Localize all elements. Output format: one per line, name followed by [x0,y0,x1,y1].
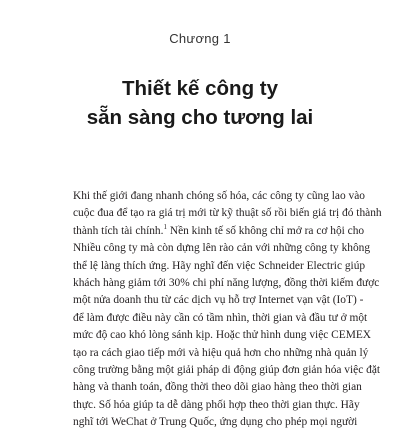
chapter-title [0,74,400,132]
paragraph-line: thực. Số hóa giúp ta dễ dàng phối hợp theo thời gian thực. Hãy [73,398,360,411]
paragraph-line: tạo ra cách giao tiếp mới và hiệu quả hơn cho những nhà quản lý [73,346,369,359]
paragraph-line: công trường bằng một giải pháp di động giúp đơn giản hóa việc đặt [73,363,381,376]
paragraph-line: cuộc đua để tạo ra giá trị mới từ kỹ thuật số rồi biến giá trị đó thành [73,207,382,220]
footnote-marker[interactable]: 1 [163,222,167,231]
paragraph-line: mức độ cao khó lòng sánh kịp. Hoặc thử hình dung việc CEMEX [73,329,372,342]
paragraph-line: Nhiều công ty mà còn dựng lên rào cản với những công ty không [73,242,371,255]
paragraph-line: thể lệ làng thích ứng. Hãy nghĩ đến việc Schneider Electric giúp [73,259,366,272]
chapter-label: Chương 1 [169,31,231,46]
paragraph-line-text: thành tích tài chính. [73,224,164,237]
paragraph-line: khách hàng giảm tới 30% chi phí năng lượng, đồng thời kiếm được [73,276,380,289]
paragraph-line [73,222,365,240]
paragraph-line: nghĩ tới WeChat ở Trung Quốc, ứng dụng cho phép mọi người [73,416,358,429]
body-paragraph [73,188,382,431]
paragraph-line-continuation: Nền kinh tế số không chỉ mở ra cơ hội cho [169,224,365,237]
paragraph-line: một nửa doanh thu từ các dịch vụ hỗ trợ Internet vạn vật (IoT) - [73,294,364,307]
chapter-title-line-1: Thiết kế công ty [121,77,279,100]
chapter-title-line-2: sẵn sàng cho tương lai [86,106,314,129]
paragraph-line: hàng và thanh toán, đồng thời theo dõi giao hàng theo thời gian [73,381,362,394]
paragraph-line: Khi thế giới đang nhanh chóng số hóa, các công ty cũng lao vào [73,190,365,202]
paragraph-line: để làm được điều này cần có tầm nhìn, thời gian và đầu tư ở một [73,311,368,324]
